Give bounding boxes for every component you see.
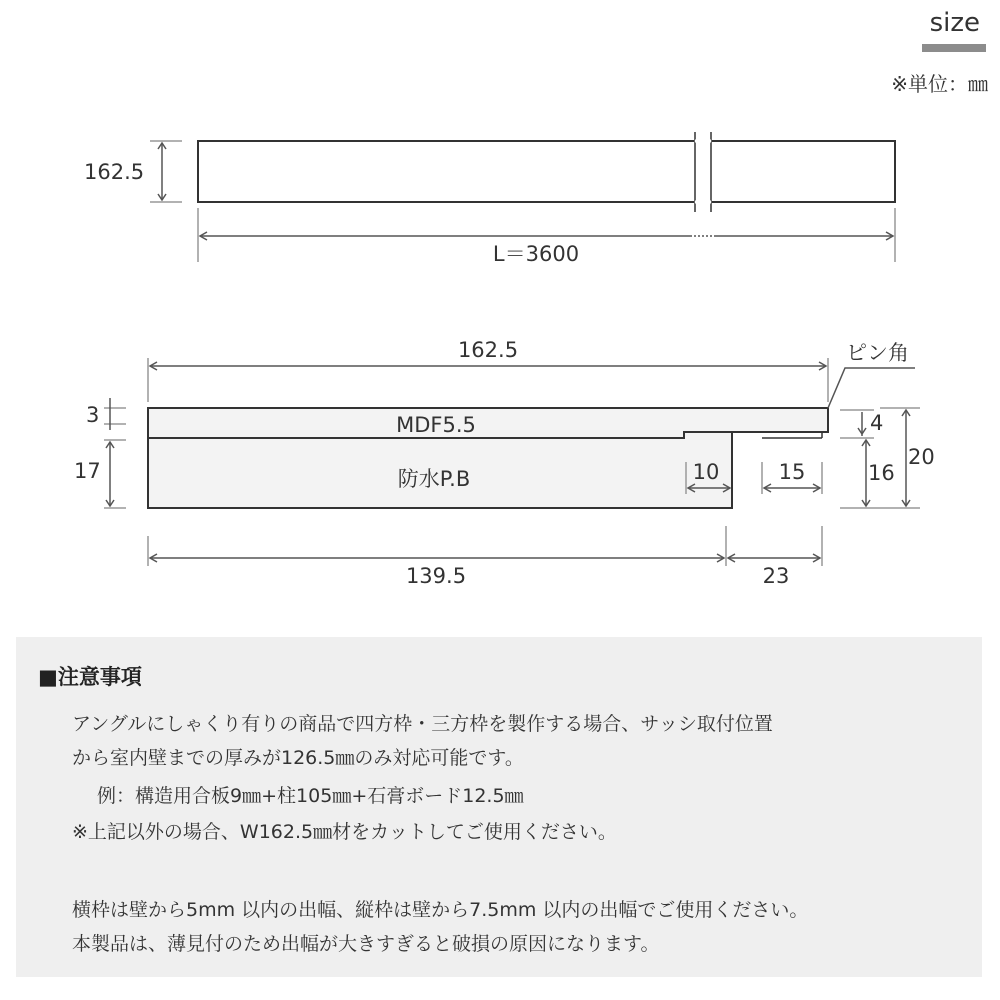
pb-label: 防水P.B bbox=[397, 467, 471, 491]
bottom-dimensions bbox=[148, 526, 822, 566]
notch-width-label: 10 bbox=[692, 460, 720, 484]
top-length-label: L＝3600 bbox=[492, 242, 580, 266]
note-line: 本製品は、薄見付のため出幅が大きすぎると破損の原因になります。 bbox=[72, 933, 660, 955]
pin-corner-label: ピン角 bbox=[846, 341, 909, 365]
bottom-left-label: 139.5 bbox=[405, 564, 467, 588]
right-4-dimension bbox=[840, 410, 874, 436]
size-title: size bbox=[929, 8, 980, 38]
bottom-right-label: 23 bbox=[762, 564, 790, 588]
top-thickness-label: 3 bbox=[86, 403, 100, 427]
right-total-label: 20 bbox=[908, 445, 935, 469]
top-height-label: 162.5 bbox=[84, 160, 145, 184]
lip-width-label: 15 bbox=[778, 460, 806, 484]
note-line: から室内壁までの厚みが126.5㎜のみ対応可能です。 bbox=[72, 747, 524, 769]
left-3-dimension bbox=[104, 398, 126, 430]
pin-corner-leader bbox=[828, 368, 915, 408]
break-gap bbox=[694, 132, 712, 212]
left-17-dimension bbox=[104, 440, 126, 508]
unit-label: ※単位：㎜ bbox=[891, 72, 988, 96]
right-top-label: 4 bbox=[870, 411, 884, 435]
mdf-label: MDF5.5 bbox=[396, 413, 476, 437]
note-line: 例：構造用合板9㎜+柱105㎜+石膏ボード12.5㎜ bbox=[72, 785, 524, 807]
notes-panel bbox=[16, 637, 982, 977]
notes-title: ■注意事項 bbox=[38, 665, 142, 689]
section-width-dimension bbox=[148, 358, 828, 402]
note-line: アングルにしゃくり有りの商品で四方枠・三方枠を製作する場合、サッシ取付位置 bbox=[72, 713, 773, 735]
body-thickness-label: 17 bbox=[74, 459, 101, 483]
top-view-board bbox=[198, 141, 895, 202]
section-width-label: 162.5 bbox=[457, 338, 519, 362]
note-line: ※上記以外の場合、W162.5㎜材をカットしてご使用ください。 bbox=[72, 821, 617, 843]
right-inner-label: 16 bbox=[868, 461, 895, 485]
top-height-dimension bbox=[150, 141, 182, 202]
note-line: 横枠は壁から5mm 以内の出幅、縦枠は壁から7.5mm 以内の出幅でご使用ください。 bbox=[72, 899, 809, 921]
